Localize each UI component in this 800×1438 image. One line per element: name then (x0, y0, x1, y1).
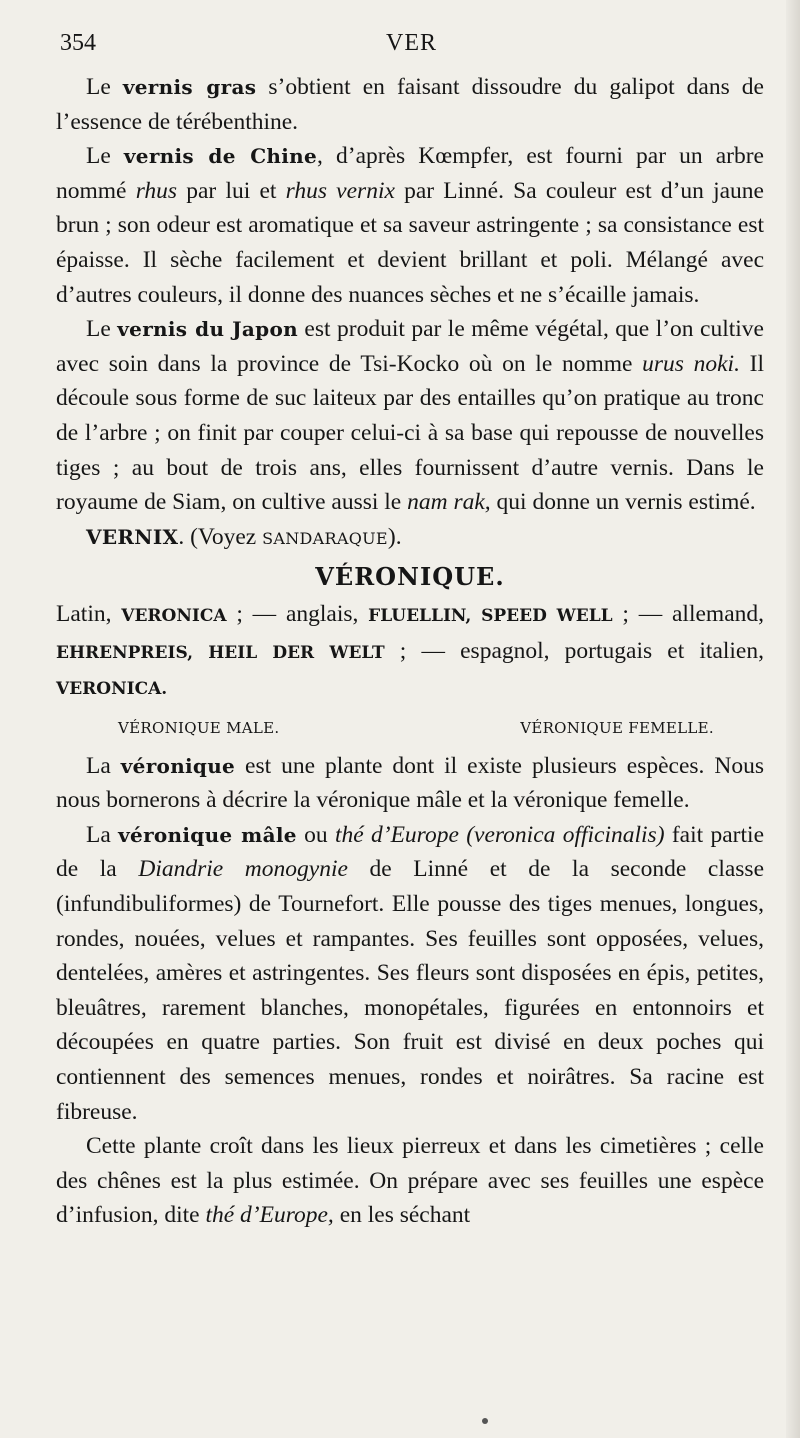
page-number: 354 (60, 30, 96, 56)
term-vernis-de-chine: vernis de Chine (123, 144, 318, 169)
text: en les séchant (333, 1202, 471, 1229)
entry-vernix (56, 520, 764, 557)
small-caps-name: VERONICA. (56, 679, 168, 700)
text: qui donne un vernis estimé. (490, 489, 756, 516)
text: Le (86, 143, 124, 170)
italic-text: Diandrie monogynie (138, 856, 348, 883)
italic-text: thé d’Europe, (205, 1202, 334, 1229)
text: La (86, 752, 121, 779)
ink-speck (482, 1418, 488, 1424)
text: ou (296, 821, 335, 848)
text: Le (86, 74, 123, 100)
term-vernis-gras: vernis gras (122, 75, 257, 99)
subheading-female: VÉRONIQUE FEMELLE. (520, 718, 714, 737)
text: Il découle sous forme de suc laiteux par des entailles qu’on pratique au tronc de l’arbre ; on finit par couper celui-ci à sa base qui repousse de nouvelles tiges ; au bout de trois ans, elles fournissent d’autre vernis. Dans le royaume de Siam, on cultive aussi le (56, 350, 764, 516)
text: ; — anglais, (226, 600, 369, 627)
text: ). (387, 523, 402, 550)
italic-text: urus noki. (642, 350, 740, 377)
paragraph-veronique-male (56, 818, 764, 1129)
text: s’obtient en faisant dissoudre du galipot dans de l’essence de térébenthine. (56, 74, 764, 135)
italic-text: rhus (135, 177, 178, 204)
italic-text: nam rak, (407, 489, 491, 516)
text: Latin, (56, 600, 122, 627)
text: . (Voyez (178, 523, 263, 550)
text: Cette plante croît dans les lieux pierreux et dans les cimetières ; celle des chênes est la plus estimée. On prépare avec ses feuilles une espèce d’infusion, dite (56, 1133, 764, 1229)
paragraph-habitat (56, 1129, 764, 1233)
text: est une plante dont il existe plusieurs espèces. Nous nous bornerons à décrire la véronique mâle et la véronique femelle. (56, 752, 764, 814)
paragraph-veronique (56, 749, 764, 818)
small-caps-name: EHRENPREIS, HEIL DER WELT (56, 642, 385, 663)
page-edge-shadow (786, 0, 800, 1438)
term-veronique: véronique (120, 753, 236, 778)
paragraph-vernis-du-japon (56, 312, 764, 520)
text: est produit par le même végétal, que l’on cultive avec soin dans la province de Tsi-Kocko où on le nomme (56, 316, 764, 377)
italic-text: rhus vernix (285, 177, 395, 204)
small-caps-name: FLUELLIN, SPEED WELL (368, 605, 613, 626)
cross-reference: SANDARAQUE (262, 528, 388, 548)
text: fait partie de la (56, 821, 764, 883)
term-veronique-male: véronique mâle (118, 822, 297, 847)
term-vernis-du-japon: vernis du Japon (117, 317, 298, 342)
text: par Linné. Sa couleur est d’un jaune brun ; son odeur est aromatique et sa saveur astringente ; sa consistance est épaisse. Il sèche facilement et devient brillant et poli. Mélangé avec d’autres couleurs, il donne des nuances sèches et ne s’écaille jamais. (56, 177, 764, 308)
italic-text: thé d’Europe (veronica officinalis) (334, 821, 665, 848)
running-head: VER (386, 30, 437, 56)
subheading-male: VÉRONIQUE MALE. (118, 718, 280, 737)
text: , d’après Kœmpfer, est fourni par un arbre nommé (56, 143, 764, 204)
small-caps-name: VERONICA (121, 605, 227, 626)
text: ; — allemand, (612, 600, 764, 627)
entry-title: VÉRONIQUE. (315, 562, 505, 592)
page-header (60, 30, 760, 60)
text: La (86, 821, 119, 848)
text: ; — espagnol, portugais et italien, (384, 637, 764, 664)
body-text (56, 70, 764, 1233)
subheadings (56, 713, 764, 743)
term-vernix: VERNIX (86, 524, 179, 549)
paragraph-vernis-gras (56, 70, 764, 139)
text: Le (86, 316, 118, 343)
language-names (56, 597, 764, 707)
text: de Linné et de la seconde classe (infundibuliformes) de Tournefort. Elle pousse des tiges menues, longues, rondes, nouées, velues et rampantes. Ses feuilles sont opposées, velues, dentelées, amères et astringentes. Ses fleurs sont disposées en épis, petites, bleuâtres, rarement blanches, monopétales, figurées en entonnoirs et découpées en quatre parties. Son fruit est divisé en deux poches qui contiennent des semences menues, rondes et noirâtres. Sa racine est fibreuse. (56, 856, 765, 1125)
text: par lui et (177, 177, 286, 204)
paragraph-vernis-de-chine (56, 139, 764, 312)
